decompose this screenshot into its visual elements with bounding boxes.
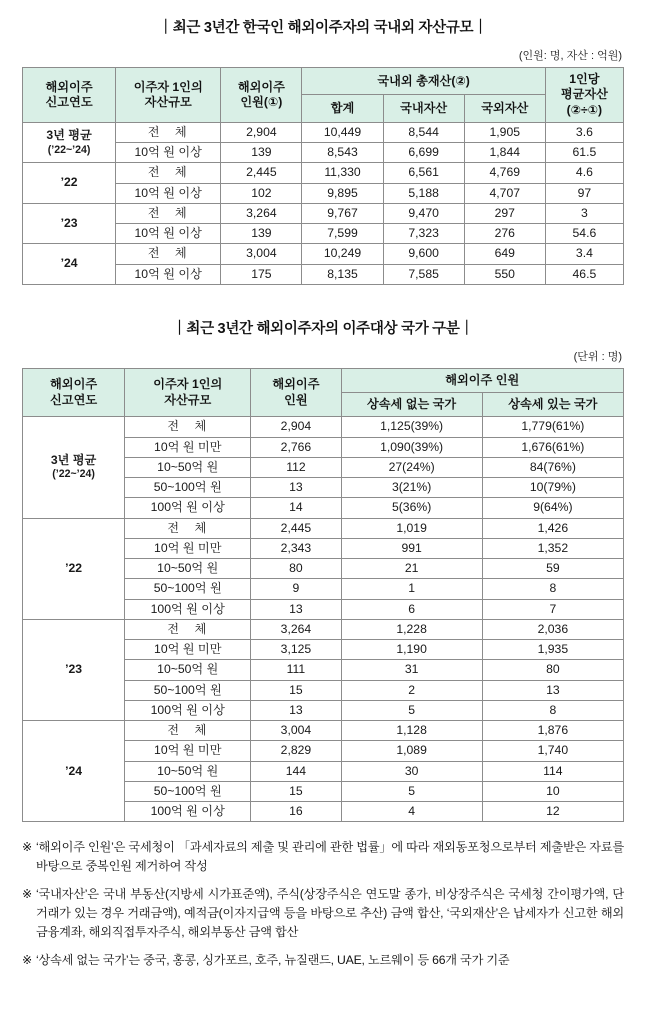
th-asset-scale: 이주자 1인의 자산규모 <box>125 368 251 417</box>
cell-scale: 전 체 <box>125 721 251 741</box>
table-row <box>23 721 624 741</box>
cell-per-capita: 97 <box>545 183 623 203</box>
cell-emigrants: 2,904 <box>251 417 341 437</box>
cell-scale: 10억 원 미만 <box>125 640 251 660</box>
cell-no-tax: 27(24%) <box>341 457 482 477</box>
cell-emigrants: 9 <box>251 579 341 599</box>
cell-scale: 50~100억 원 <box>125 680 251 700</box>
cell-with-tax: 84(76%) <box>482 457 623 477</box>
cell-no-tax: 5 <box>341 781 482 801</box>
cell-no-tax: 2 <box>341 680 482 700</box>
cell-with-tax: 114 <box>482 761 623 781</box>
cell-domestic: 6,699 <box>383 143 464 163</box>
cell-with-tax: 2,036 <box>482 619 623 639</box>
cell-emigrants: 13 <box>251 700 341 720</box>
footnote-item <box>22 951 624 970</box>
footnote-text: ‘국내자산’은 국내 부동산(지방세 시가표준액), 주식(상장주식은 연도말 종가, 비상장주식은 국세청 간이평가액, 단 거래가 있는 경우 거래금액), 예적금(이자지급액 등을 바탕으로 추산) 금액 합산, ‘국외재산’은 납세자가 신고한 해외금융계좌, 해외직접투자주식, 해외부동산 금액 합산 <box>36 887 624 939</box>
row-group-label: ’24 <box>23 244 116 285</box>
cell-emigrants: 139 <box>221 224 302 244</box>
cell-emigrants: 2,343 <box>251 538 341 558</box>
cell-scale: 10억 원 미만 <box>125 538 251 558</box>
cell-scale: 10억 원 미만 <box>125 437 251 457</box>
table-row <box>23 122 624 142</box>
cell-emigrants: 2,829 <box>251 741 341 761</box>
cell-no-tax: 5 <box>341 700 482 720</box>
cell-no-tax: 1,128 <box>341 721 482 741</box>
cell-no-tax: 6 <box>341 599 482 619</box>
table-destination-country <box>22 368 624 823</box>
cell-per-capita: 3 <box>545 203 623 223</box>
cell-emigrants: 3,125 <box>251 640 341 660</box>
cell-with-tax: 1,740 <box>482 741 623 761</box>
cell-with-tax: 10 <box>482 781 623 801</box>
th-overseas: 국외자산 <box>464 95 545 122</box>
cell-domestic: 6,561 <box>383 163 464 183</box>
cell-no-tax: 991 <box>341 538 482 558</box>
cell-with-tax: 59 <box>482 559 623 579</box>
cell-with-tax: 8 <box>482 579 623 599</box>
cell-with-tax: 8 <box>482 700 623 720</box>
cell-no-tax: 1,125(39%) <box>341 417 482 437</box>
table1-header <box>23 68 624 123</box>
row-group-label: 3년 평균 (’22~’24) <box>23 417 125 518</box>
cell-no-tax: 5(36%) <box>341 498 482 518</box>
cell-scale: 50~100억 원 <box>125 478 251 498</box>
cell-no-tax: 4 <box>341 802 482 822</box>
cell-with-tax: 1,676(61%) <box>482 437 623 457</box>
cell-domestic: 9,470 <box>383 203 464 223</box>
cell-overseas: 1,905 <box>464 122 545 142</box>
cell-per-capita: 61.5 <box>545 143 623 163</box>
cell-with-tax: 10(79%) <box>482 478 623 498</box>
cell-scale: 10~50억 원 <box>125 660 251 680</box>
table-row <box>23 619 624 639</box>
table-row <box>23 417 624 437</box>
cell-scale: 10~50억 원 <box>125 761 251 781</box>
footnote-mark: ※ <box>22 887 33 902</box>
row-group-label: ’23 <box>23 619 125 720</box>
cell-emigrants: 13 <box>251 478 341 498</box>
table2-header <box>23 368 624 417</box>
cell-emigrants: 111 <box>251 660 341 680</box>
table2-title: ｜최근 3년간 해외이주자의 이주대상 국가 구분｜ <box>172 320 474 337</box>
th-emigrants: 해외이주 인원(①) <box>221 68 302 123</box>
cell-overseas: 276 <box>464 224 545 244</box>
footnote-text: ‘해외이주 인원’은 국세청이 「과세자료의 제출 및 관리에 관한 법률」에 따라 재외동포청으로부터 제출받은 자료를 바탕으로 중복인원 제거하여 작성 <box>36 840 625 874</box>
cell-overseas: 550 <box>464 264 545 284</box>
cell-domestic: 9,600 <box>383 244 464 264</box>
cell-no-tax: 3(21%) <box>341 478 482 498</box>
th-with-inheritance-tax: 상속세 있는 국가 <box>482 393 623 417</box>
cell-emigrants: 3,264 <box>221 203 302 223</box>
cell-emigrants: 112 <box>251 457 341 477</box>
cell-emigrants: 144 <box>251 761 341 781</box>
cell-no-tax: 31 <box>341 660 482 680</box>
cell-with-tax: 1,876 <box>482 721 623 741</box>
cell-overseas: 297 <box>464 203 545 223</box>
cell-total: 8,543 <box>302 143 383 163</box>
cell-domestic: 7,323 <box>383 224 464 244</box>
th-total: 합계 <box>302 95 383 122</box>
table1-body <box>23 122 624 284</box>
cell-emigrants: 16 <box>251 802 341 822</box>
cell-scale: 10억 원 미만 <box>125 741 251 761</box>
cell-per-capita: 3.6 <box>545 122 623 142</box>
section-spacer <box>22 289 624 311</box>
cell-domestic: 5,188 <box>383 183 464 203</box>
table1-title: ｜최근 3년간 한국인 해외이주자의 국내외 자산규모｜ <box>158 20 488 36</box>
cell-overseas: 4,769 <box>464 163 545 183</box>
cell-scale: 전 체 <box>125 518 251 538</box>
cell-emigrants: 3,004 <box>221 244 302 264</box>
cell-scale: 전 체 <box>116 122 221 142</box>
row-group-label: ’22 <box>23 518 125 619</box>
th-domestic: 국내자산 <box>383 95 464 122</box>
cell-scale: 전 체 <box>116 163 221 183</box>
cell-per-capita: 4.6 <box>545 163 623 183</box>
cell-no-tax: 1,228 <box>341 619 482 639</box>
cell-emigrants: 2,904 <box>221 122 302 142</box>
cell-with-tax: 9(64%) <box>482 498 623 518</box>
cell-overseas: 1,844 <box>464 143 545 163</box>
table2-unit-note: (단위 : 명) <box>573 350 622 363</box>
cell-scale: 전 체 <box>125 619 251 639</box>
cell-scale: 10억 원 이상 <box>116 143 221 163</box>
cell-scale: 전 체 <box>125 417 251 437</box>
footnote-mark: ※ <box>22 840 33 855</box>
footnotes <box>22 838 624 969</box>
cell-no-tax: 1,089 <box>341 741 482 761</box>
cell-with-tax: 1,426 <box>482 518 623 538</box>
table-row <box>23 518 624 538</box>
th-emigrants: 해외이주 인원 <box>251 368 341 417</box>
cell-scale: 10~50억 원 <box>125 559 251 579</box>
cell-emigrants: 2,766 <box>251 437 341 457</box>
th-emigrant-count: 해외이주 인원 <box>341 368 624 392</box>
cell-total: 10,249 <box>302 244 383 264</box>
th-asset-scale: 이주자 1인의 자산규모 <box>116 68 221 123</box>
section-destination-country <box>22 317 624 823</box>
cell-scale: 10억 원 이상 <box>116 224 221 244</box>
row-group-label: 3년 평균 (’22~’24) <box>23 122 116 163</box>
table-row <box>23 244 624 264</box>
cell-scale: 전 체 <box>116 244 221 264</box>
cell-scale: 100억 원 이상 <box>125 599 251 619</box>
cell-scale: 10억 원 이상 <box>116 264 221 284</box>
cell-emigrants: 2,445 <box>251 518 341 538</box>
footnote-item <box>22 838 624 876</box>
cell-emigrants: 175 <box>221 264 302 284</box>
cell-overseas: 4,707 <box>464 183 545 203</box>
cell-emigrants: 13 <box>251 599 341 619</box>
table-asset-scale <box>22 67 624 285</box>
cell-emigrants: 139 <box>221 143 302 163</box>
cell-scale: 50~100억 원 <box>125 781 251 801</box>
th-per-capita: 1인당 평균자산 (②÷①) <box>545 68 623 123</box>
cell-scale: 100억 원 이상 <box>125 700 251 720</box>
cell-scale: 50~100억 원 <box>125 579 251 599</box>
footnote-item <box>22 885 624 942</box>
table-row <box>23 163 624 183</box>
cell-emigrants: 15 <box>251 781 341 801</box>
cell-with-tax: 1,779(61%) <box>482 417 623 437</box>
cell-with-tax: 1,352 <box>482 538 623 558</box>
cell-with-tax: 7 <box>482 599 623 619</box>
cell-domestic: 7,585 <box>383 264 464 284</box>
cell-scale: 100억 원 이상 <box>125 498 251 518</box>
cell-with-tax: 12 <box>482 802 623 822</box>
cell-total: 7,599 <box>302 224 383 244</box>
cell-per-capita: 46.5 <box>545 264 623 284</box>
cell-no-tax: 1,090(39%) <box>341 437 482 457</box>
cell-emigrants: 15 <box>251 680 341 700</box>
cell-with-tax: 13 <box>482 680 623 700</box>
cell-no-tax: 21 <box>341 559 482 579</box>
cell-per-capita: 54.6 <box>545 224 623 244</box>
cell-scale: 10~50억 원 <box>125 457 251 477</box>
table2-body <box>23 417 624 822</box>
cell-total: 8,135 <box>302 264 383 284</box>
cell-emigrants: 80 <box>251 559 341 579</box>
cell-total: 10,449 <box>302 122 383 142</box>
cell-emigrants: 102 <box>221 183 302 203</box>
th-no-inheritance-tax: 상속세 없는 국가 <box>341 393 482 417</box>
cell-no-tax: 1,019 <box>341 518 482 538</box>
th-year: 해외이주 신고연도 <box>23 68 116 123</box>
cell-no-tax: 1,190 <box>341 640 482 660</box>
cell-no-tax: 1 <box>341 579 482 599</box>
cell-with-tax: 1,935 <box>482 640 623 660</box>
cell-total: 9,767 <box>302 203 383 223</box>
table1-unit-note: (인원: 명, 자산 : 억원) <box>518 50 622 62</box>
cell-total: 11,330 <box>302 163 383 183</box>
cell-scale: 전 체 <box>116 203 221 223</box>
cell-emigrants: 3,264 <box>251 619 341 639</box>
cell-overseas: 649 <box>464 244 545 264</box>
cell-with-tax: 80 <box>482 660 623 680</box>
table-row <box>23 203 624 223</box>
cell-scale: 10억 원 이상 <box>116 183 221 203</box>
cell-emigrants: 3,004 <box>251 721 341 741</box>
cell-domestic: 8,544 <box>383 122 464 142</box>
cell-emigrants: 14 <box>251 498 341 518</box>
footnote-text: ‘상속세 없는 국가’는 중국, 홍콩, 싱가포르, 호주, 뉴질랜드, UAE, 노르웨이 등 66개 국가 기준 <box>36 952 510 967</box>
section-asset-scale <box>22 16 624 285</box>
th-total-assets: 국내외 총재산(②) <box>302 68 545 95</box>
cell-per-capita: 3.4 <box>545 244 623 264</box>
th-year: 해외이주 신고연도 <box>23 368 125 417</box>
cell-total: 9,895 <box>302 183 383 203</box>
cell-emigrants: 2,445 <box>221 163 302 183</box>
cell-no-tax: 30 <box>341 761 482 781</box>
footnote-mark: ※ <box>22 952 33 967</box>
row-group-label: ’24 <box>23 721 125 822</box>
cell-scale: 100억 원 이상 <box>125 802 251 822</box>
row-group-label: ’22 <box>23 163 116 204</box>
row-group-label: ’23 <box>23 203 116 244</box>
